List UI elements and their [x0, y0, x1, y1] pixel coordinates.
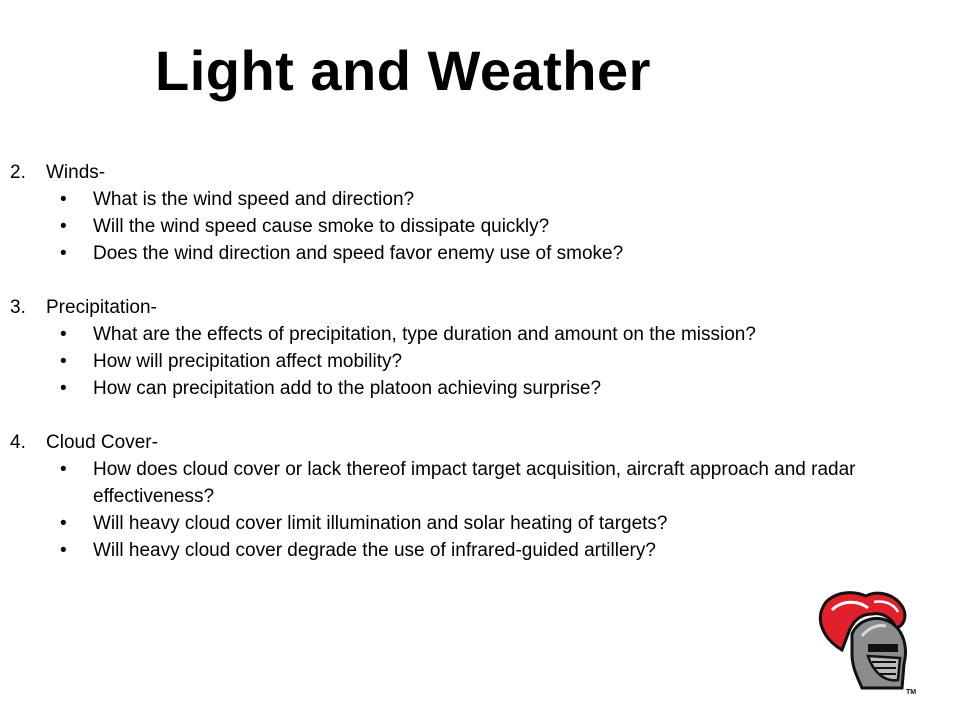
section-winds	[10, 159, 955, 267]
bullet-list	[10, 186, 955, 267]
list-item	[10, 186, 955, 213]
list-item	[10, 375, 955, 402]
list-item	[10, 213, 955, 240]
bullet-text: How does cloud cover or lack thereof impact target acquisition, aircraft approach and radar effectiveness?	[93, 459, 856, 507]
bullet-icon: •	[60, 378, 67, 399]
bullet-icon: •	[60, 243, 67, 264]
bullet-icon: •	[60, 459, 67, 480]
bullet-text: What is the wind speed and direction?	[93, 189, 415, 210]
visor-shape	[868, 644, 898, 652]
slide-content	[10, 159, 955, 591]
section-number: 2.	[10, 162, 26, 183]
list-item	[10, 510, 955, 537]
bullet-icon: •	[60, 216, 67, 237]
bullet-icon: •	[60, 189, 67, 210]
knight-helmet-icon	[812, 588, 922, 700]
section-number: 3.	[10, 297, 26, 318]
section-heading	[10, 294, 955, 321]
bullet-icon: •	[60, 540, 67, 561]
section-cloud-cover	[10, 429, 955, 564]
section-heading-text: Precipitation-	[46, 297, 157, 318]
trademark-mark: TM	[906, 689, 917, 696]
section-precipitation	[10, 294, 955, 402]
bullet-icon: •	[60, 324, 67, 345]
list-item	[10, 321, 955, 348]
section-number: 4.	[10, 432, 26, 453]
list-item	[10, 456, 955, 510]
bullet-text: What are the effects of precipitation, type duration and amount on the mission?	[93, 324, 756, 345]
bullet-text: Will heavy cloud cover degrade the use of infrared-guided artillery?	[93, 540, 656, 561]
bullet-text: How will precipitation affect mobility?	[93, 351, 403, 372]
bullet-text: How can precipitation add to the platoon achieving surprise?	[93, 378, 602, 399]
list-item	[10, 240, 955, 267]
bullet-list	[10, 456, 955, 564]
section-heading-text: Winds-	[46, 162, 106, 183]
bullet-icon: •	[60, 351, 67, 372]
bullet-text: Will the wind speed cause smoke to dissipate quickly?	[93, 216, 550, 237]
bullet-text: Does the wind direction and speed favor enemy use of smoke?	[93, 243, 624, 264]
list-item	[10, 537, 955, 564]
section-heading	[10, 159, 955, 186]
bullet-icon: •	[60, 513, 67, 534]
bullet-list	[10, 321, 955, 402]
section-heading	[10, 429, 955, 456]
bullet-text: Will heavy cloud cover limit illumination and solar heating of targets?	[93, 513, 668, 534]
section-heading-text: Cloud Cover-	[46, 432, 158, 453]
list-item	[10, 348, 955, 375]
slide-title: Light and Weather	[155, 39, 651, 102]
